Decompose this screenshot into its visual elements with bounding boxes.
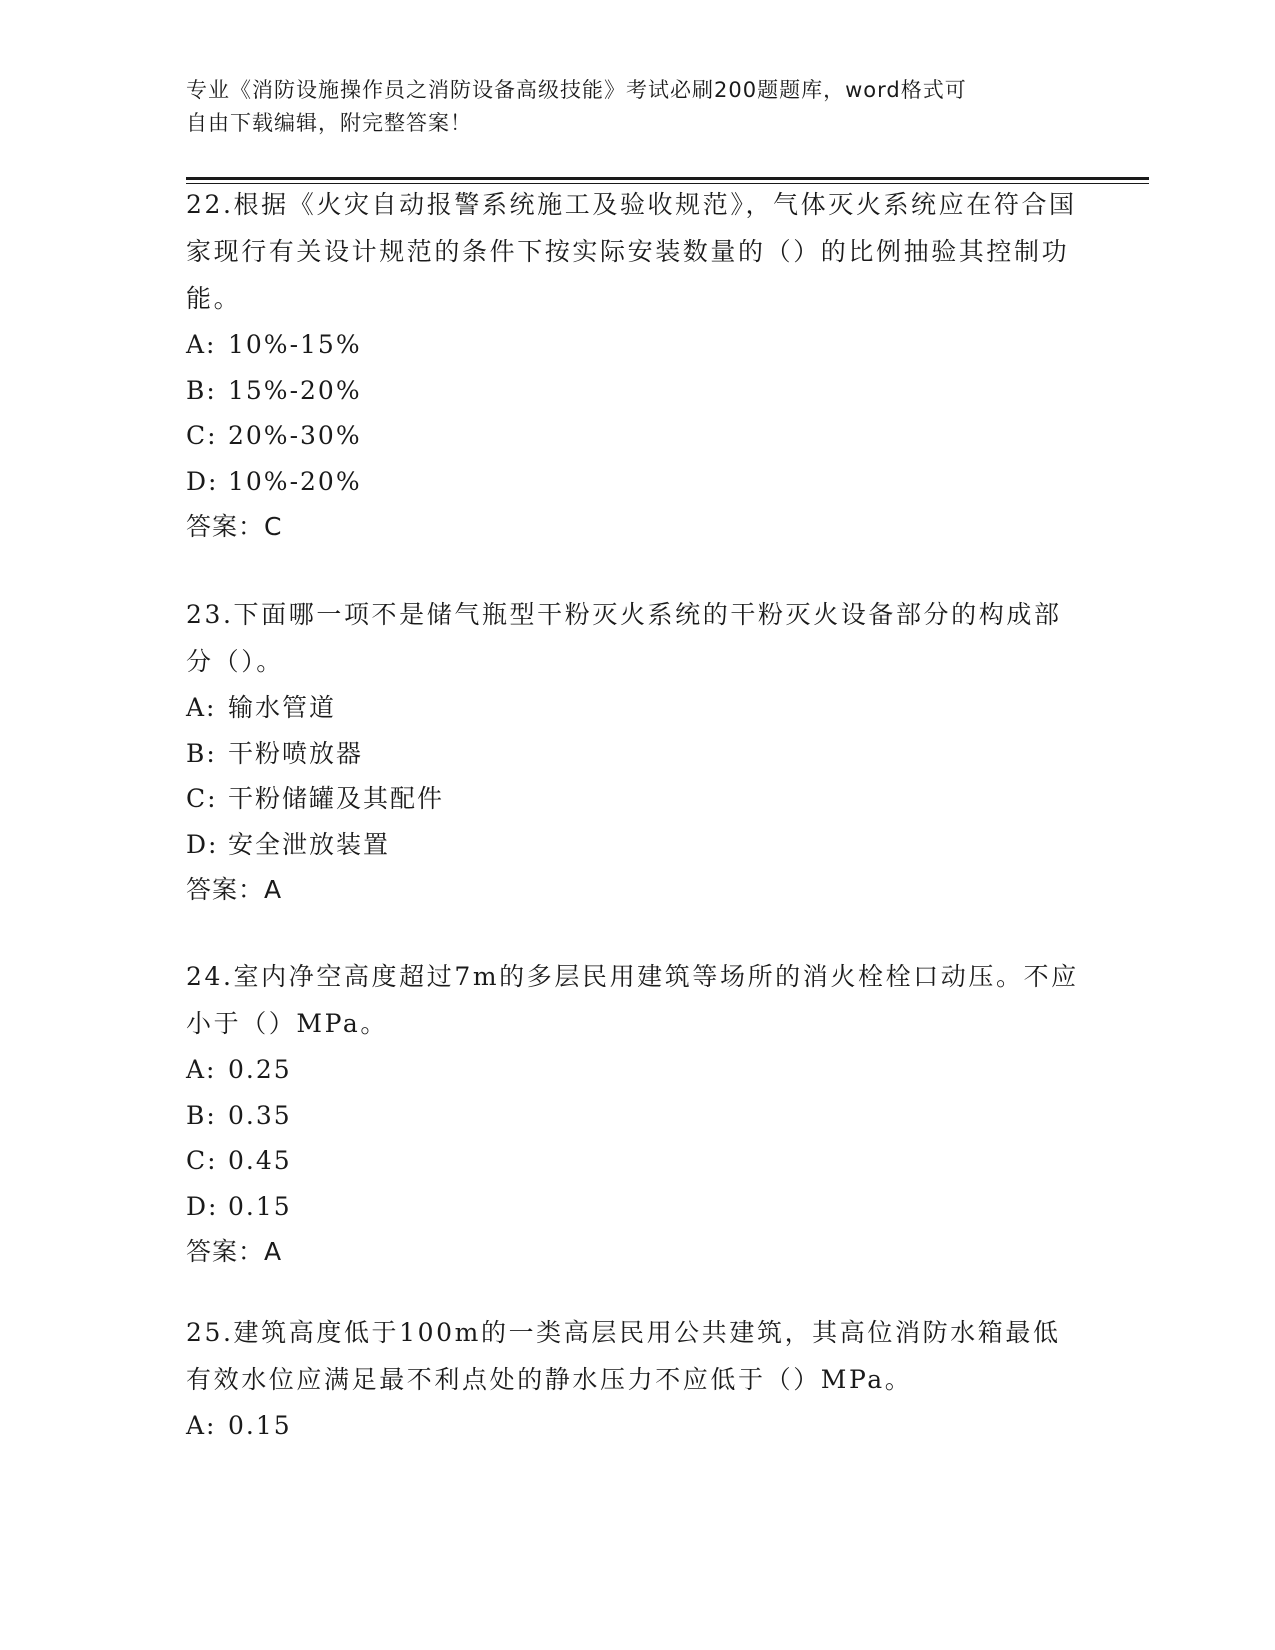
answer-line: 答案：C [186,512,283,541]
option-letter: B: [186,738,217,768]
option-letter: A: [186,1055,217,1084]
option-text: 0.15 [228,1191,292,1221]
header-divider-thick [186,177,1149,180]
answer-line: 答案：A [186,1237,283,1266]
option-letter: D: [186,466,219,496]
header-line-2: 自由下载编辑，附完整答案！ [186,111,472,135]
question-23 [186,591,1086,912]
question-25 [186,1309,1086,1449]
option-text: 0.15 [228,1411,292,1440]
question-stem: 25.建筑高度低于100m的一类高层民用公共建筑，其高位消防水箱最低有效水位应满足最不利点处的静水压力不应低于（）MPa。 [186,1318,1061,1394]
option-letter: A: [186,1411,217,1440]
option-text: 10%-20% [228,466,362,496]
option-c [186,776,1086,822]
option-text: 0.25 [228,1055,292,1084]
header-line-1: 专业《消防设施操作员之消防设备高级技能》考试必刷200题题库，word格式可 [186,78,967,102]
option-text: 10%-15% [228,330,362,359]
option-d [186,459,1086,505]
option-text: 干粉储罐及其配件 [228,784,445,813]
document-header [186,74,1086,140]
option-letter: B: [186,375,217,405]
option-b [186,368,1086,414]
option-letter: D: [186,829,219,859]
option-b [186,731,1086,777]
option-d [186,1184,1086,1230]
option-letter: B: [186,1100,217,1130]
option-d [186,822,1086,868]
option-letter: D: [186,1191,219,1221]
option-text: 干粉喷放器 [228,738,364,768]
option-text: 15%-20% [228,375,362,405]
option-text: 20%-30% [228,421,362,450]
option-c [186,413,1086,459]
option-b [186,1093,1086,1139]
option-text: 安全泄放装置 [228,829,391,859]
option-letter: C: [186,421,218,450]
question-stem: 23.下面哪一项不是储气瓶型干粉灭火系统的干粉灭火设备部分的构成部分（）。 [186,600,1062,676]
option-letter: A: [186,693,217,722]
question-stem: 22.根据《火灾自动报警系统施工及验收规范》，气体灭火系统应在符合国家现行有关设计规范的条件下按实际安装数量的（）的比例抽验其控制功能。 [186,190,1077,313]
option-a [186,1047,1086,1093]
option-a [186,322,1086,368]
question-22 [186,181,1086,549]
option-a [186,685,1086,731]
option-c [186,1138,1086,1184]
option-letter: C: [186,784,218,813]
option-a [186,1403,1086,1449]
option-text: 0.45 [228,1146,292,1175]
question-24 [186,953,1086,1274]
option-text: 0.35 [228,1100,292,1130]
question-stem: 24.室内净空高度超过7m的多层民用建筑等场所的消火栓栓口动压。不应小于（）MPa。 [186,962,1079,1038]
answer-line: 答案：A [186,875,283,904]
option-text: 输水管道 [228,693,337,722]
option-letter: A: [186,330,217,359]
option-letter: C: [186,1146,218,1175]
